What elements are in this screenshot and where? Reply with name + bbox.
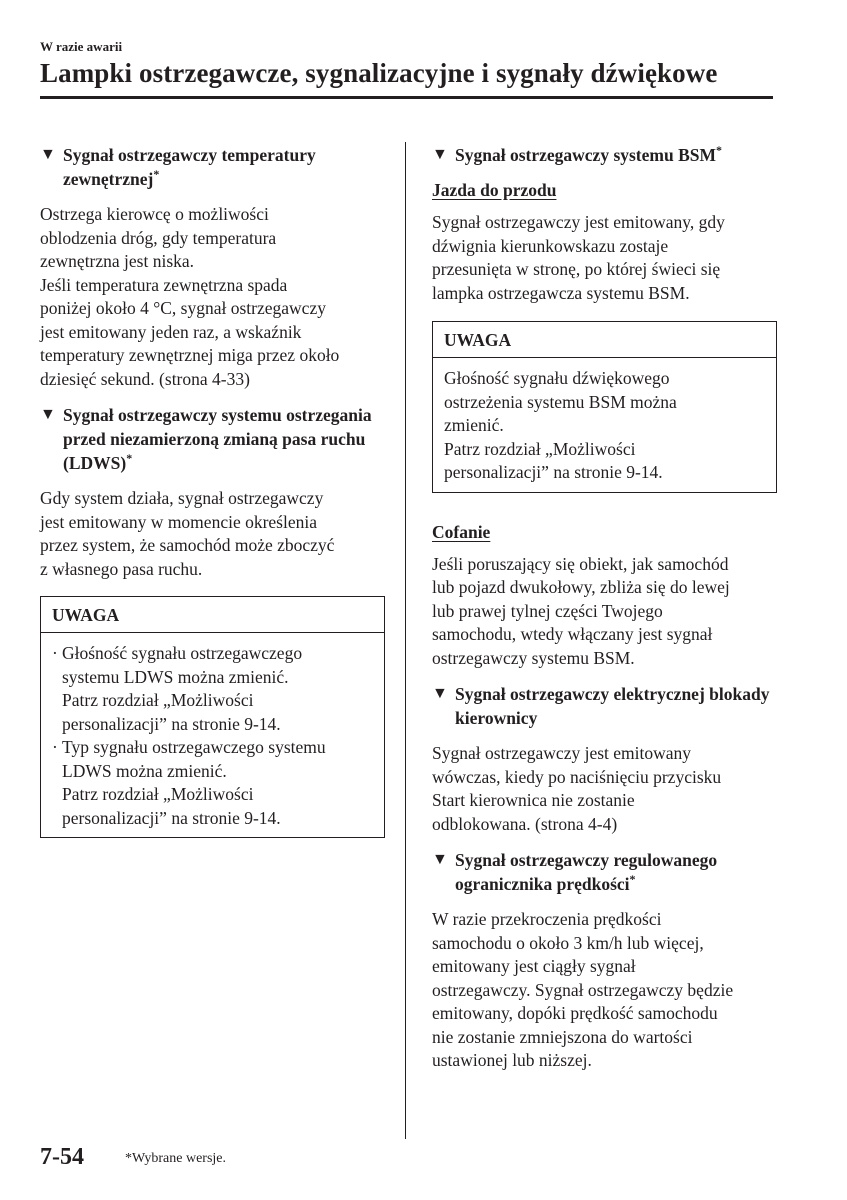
text-line: Sygnał ostrzegawczy jest emitowany, gdy	[432, 212, 725, 232]
text-line: ostrzegawczy. Sygnał ostrzegawczy będzie	[432, 979, 734, 1000]
text-line: jest emitowany jeden raz, a wskaźnik	[40, 321, 302, 342]
text-line: lampka ostrzegawcza systemu BSM.	[432, 282, 690, 303]
heading-text: Sygnał ostrzegawczy elektrycznej blokady kierownicy	[455, 684, 770, 728]
text-line: W razie przekroczenia prędkości	[432, 909, 662, 929]
triangle-marker-icon: ▼	[432, 685, 448, 702]
text-line: ostrzeżenia systemu BSM można	[444, 391, 677, 412]
ldws-warning-text	[40, 487, 385, 581]
speed-limiter-text	[432, 908, 777, 1073]
text-line: Sygnał ostrzegawczy jest emitowany	[432, 743, 692, 763]
text-line: systemu LDWS można zmienić.	[62, 666, 289, 687]
heading-speed-limiter-warning	[432, 848, 777, 896]
bullet-dot: ·	[52, 643, 58, 663]
note-body	[41, 633, 384, 837]
subheading-reverse: Cofanie	[432, 521, 491, 542]
text-line: LDWS można zmienić.	[62, 760, 227, 781]
page-title: Lampki ostrzegawcze, sygnalizacyjne i sygnały dźwiękowe	[40, 58, 718, 88]
heading-text: Sygnał ostrzegawczy regulowanego ogranicznika prędkości	[455, 850, 718, 894]
note-label: UWAGA	[433, 322, 776, 358]
text-line: personalizacji” na stronie 9-14.	[444, 462, 663, 482]
text-line: nie zostanie zmniejszona do wartości	[432, 1026, 693, 1047]
steering-lock-text	[432, 742, 777, 836]
text-line: odblokowana. (strona 4-4)	[432, 813, 618, 834]
text-line: oblodzenia dróg, gdy temperatura	[40, 227, 277, 248]
text-line: z własnego pasa ruchu.	[40, 558, 203, 579]
asterisk: *	[126, 451, 133, 466]
triangle-marker-icon: ▼	[40, 146, 56, 163]
text-line: Gdy system działa, sygnał ostrzegawczy	[40, 488, 324, 508]
text-line: emitowany jest ciągły sygnał	[432, 956, 636, 976]
text-line: temperatury zewnętrznej miga przez około	[40, 345, 340, 365]
heading-ldws-warning	[40, 403, 385, 475]
heading-bsm-warning	[432, 143, 777, 167]
bsm-note-box	[432, 321, 777, 493]
text-line: Głośność sygnału ostrzegawczego	[62, 643, 303, 663]
text-line: samochodu, wtedy włączany jest sygnał	[432, 624, 713, 644]
text-line: Patrz rozdział „Możliwości	[444, 438, 636, 459]
bullet-dot: ·	[52, 737, 58, 757]
page-number: 7-54	[40, 1144, 84, 1170]
section-label: W razie awarii	[40, 39, 123, 54]
text-line: dziesięć sekund. (strona 4-33)	[40, 368, 250, 389]
text-line: Patrz rozdział „Możliwości	[62, 690, 254, 710]
title-rule	[40, 96, 773, 99]
footnote: *Wybrane wersje.	[125, 1151, 227, 1166]
note-bullet-item	[52, 642, 376, 736]
heading-text: Sygnał ostrzegawczy systemu BSM	[455, 145, 717, 165]
right-column	[432, 143, 777, 1073]
note-body	[433, 358, 776, 492]
text-line: poniżej około 4 °C, sygnał ostrzegawczy	[40, 298, 326, 318]
text-line: Jeśli poruszający się obiekt, jak samochód	[432, 553, 729, 574]
asterisk: *	[153, 167, 160, 182]
text-line: Typ sygnału ostrzegawczego systemu	[62, 737, 326, 757]
text-line: Jeśli temperatura zewnętrzna spada	[40, 274, 288, 295]
asterisk: *	[629, 872, 636, 887]
triangle-marker-icon: ▼	[432, 851, 448, 868]
text-line: personalizacji” na stronie 9-14.	[62, 807, 281, 828]
text-line: lub pojazd dwukołowy, zbliża się do lewej	[432, 577, 730, 597]
bsm-forward-text	[432, 211, 777, 305]
text-line: emitowany, dopóki prędkość samochodu	[432, 1003, 718, 1023]
triangle-marker-icon: ▼	[432, 146, 448, 163]
text-line: zewnętrzna jest niska.	[40, 251, 195, 271]
bsm-reverse-text	[432, 553, 777, 671]
heading-text: Sygnał ostrzegawczy systemu ostrzegania przed niezamierzoną zmianą pasa ruchu (LDWS)	[63, 405, 372, 473]
left-column	[40, 143, 385, 838]
note-bullet-item	[52, 736, 376, 830]
text-line: wówczas, kiedy po naciśnięciu przycisku	[432, 766, 722, 787]
text-line: przesunięta w stronę, po której świeci się	[432, 259, 721, 279]
text-line: Ostrzega kierowcę o możliwości	[40, 204, 269, 224]
asterisk: *	[716, 143, 723, 158]
triangle-marker-icon: ▼	[40, 406, 56, 423]
text-line: Patrz rozdział „Możliwości	[62, 784, 254, 804]
heading-text: Sygnał ostrzegawczy temperatury zewnętrznej	[63, 145, 316, 189]
heading-steering-lock-warning	[432, 682, 777, 730]
subheading-forward: Jazda do przodu	[432, 180, 557, 200]
text-line: jest emitowany w momencie określenia	[40, 511, 318, 532]
text-line: dźwignia kierunkowskazu zostaje	[432, 235, 669, 256]
text-line: personalizacji” na stronie 9-14.	[62, 713, 281, 734]
text-line: ustawionej lub niższej.	[432, 1050, 592, 1070]
text-line: samochodu o około 3 km/h lub więcej,	[432, 932, 704, 953]
column-divider	[405, 142, 406, 1139]
text-line: zmienić.	[444, 415, 504, 435]
ldws-note-box	[40, 596, 385, 838]
heading-temperature-warning	[40, 143, 385, 191]
text-line: ostrzegawczy systemu BSM.	[432, 647, 635, 668]
text-line: Start kierownica nie zostanie	[432, 790, 635, 810]
text-line: przez system, że samochód może zboczyć	[40, 535, 335, 555]
text-line: Głośność sygnału dźwiękowego	[444, 368, 670, 388]
text-line: lub prawej tylnej części Twojego	[432, 600, 663, 621]
temperature-warning-text	[40, 203, 385, 391]
note-label: UWAGA	[41, 597, 384, 633]
